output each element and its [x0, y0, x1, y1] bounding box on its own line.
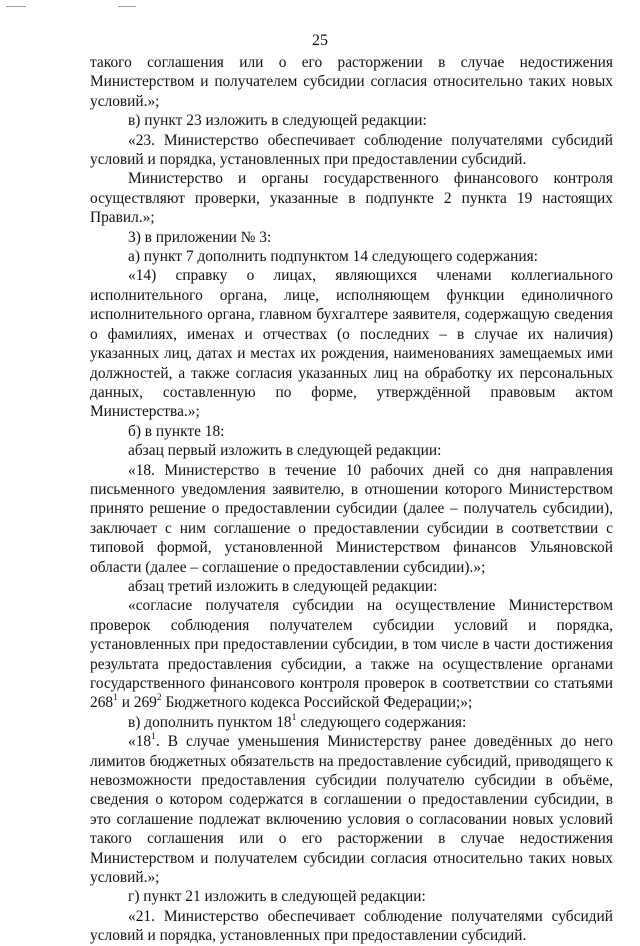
paragraph [90, 247, 613, 266]
paragraph-text: «согласие получателя субсидии на осуществление Министерством проверок соблюдения получателем субсидии условий и порядка, установленных при предоставлении субсидии, в том числе в части достижения результата предоставления субсидии, а также на осуществление органами государственного финансового контроля проверок в соответствии со статьями 268 [90, 597, 613, 712]
paragraph [90, 53, 613, 111]
page-number: 25 [312, 32, 328, 49]
superscript: 1 [151, 732, 156, 743]
paragraph [90, 713, 613, 732]
paragraph-text: «18. Министерство в течение 10 рабочих дней со дня направления письменного уведомления заявителю, в отношении которого Министерством принято решение о предоставлении субсидии (далее – получатель субсидии), заключает с ним соглашение о предоставлении субсидии в соответствии с типовой формой, установленной Министерством финансов Ульяновской области (далее – соглашение о предоставлении субсидии).»; [90, 461, 613, 576]
paragraph [90, 266, 613, 421]
paragraph-text: г) пункт 21 изложить в следующей редакции: [128, 888, 426, 906]
paragraph-text: абзац первый изложить в следующей редакции: [128, 442, 442, 460]
paragraph [90, 732, 613, 887]
paragraph [90, 887, 613, 906]
superscript: 2 [156, 693, 162, 704]
paragraph-text: «23. Министерство обеспечивает соблюдение получателями субсидий условий и порядка, установленных при предоставлении субсидий. [90, 131, 613, 169]
paragraph [90, 131, 613, 170]
paragraph-text: Бюджетного кодекса Российской Федерации;»; [161, 694, 473, 712]
paragraph [90, 228, 613, 247]
paragraph-text: . В случае уменьшения Министерству ранее доведённых до него лимитов бюджетных обязательств на предоставление субсидий, приводящего к невозможности предоставления субсидии получателю субсидии в объёме, сведения о котором содержатся в соглашении о предоставлении субсидии, в это соглашение подлежат включению условия о согласовании новых условий такого соглашения или о его расторжении в случае недостижения Министерством и получателем субсидии согласия относительно таких новых условий.»; [90, 733, 613, 887]
superscript: 1 [291, 712, 297, 723]
paragraph [90, 577, 613, 596]
paragraph [90, 169, 613, 227]
paragraph-text: следующего содержания: [296, 713, 467, 731]
scan-artifact-mark [118, 6, 136, 7]
paragraph-text: а) пункт 7 дополнить подпунктом 14 следующего содержания: [128, 248, 538, 266]
paragraph [90, 596, 613, 712]
paragraph-text: «18 [128, 733, 152, 751]
superscript: 1 [113, 693, 118, 704]
paragraph [90, 907, 613, 946]
document-body [90, 53, 613, 946]
paragraph-text: Министерство и органы государственного финансового контроля осуществляют проверки, указанные в подпункте 2 пункта 19 настоящих Правил.»; [90, 170, 613, 227]
paragraph-text: в) дополнить пунктом 18 [128, 713, 292, 731]
paragraph [90, 461, 613, 577]
paragraph [90, 441, 613, 460]
paragraph [90, 111, 613, 130]
paragraph-text: «21. Министерство обеспечивает соблюдение получателями субсидий условий и порядка, установленных при предоставлении субсидий. [90, 907, 613, 945]
scan-artifact-mark [6, 6, 26, 7]
paragraph-text: «14) справку о лицах, являющихся членами коллегиального исполнительного органа, лице, исполняющем функции единоличного исполнительного органа, главном бухгалтере заявителя, содержащую сведения о фамилиях, именах и отчествах (о последних – в случае их наличия) указанных лиц, датах и местах их рождения, наименованиях замещаемых ими должностей, а также согласия указанных лиц на обработку их персональных данных, составленную по форме, утверждённой правовым актом Министерства.»; [90, 267, 613, 421]
paragraph-text: б) в пункте 18: [128, 422, 225, 440]
paragraph-text: и 269 [117, 694, 157, 712]
paragraph-text: абзац третий изложить в следующей редакции: [128, 577, 438, 595]
paragraph-text: в) пункт 23 изложить в следующей редакции: [128, 112, 427, 130]
paragraph-text: 3) в приложении № 3: [128, 228, 272, 246]
paragraph-text: такого соглашения или о его расторжении в случае недостижения Министерством и получателем субсидии согласия относительно таких новых условий.»; [90, 54, 613, 110]
paragraph [90, 422, 613, 441]
